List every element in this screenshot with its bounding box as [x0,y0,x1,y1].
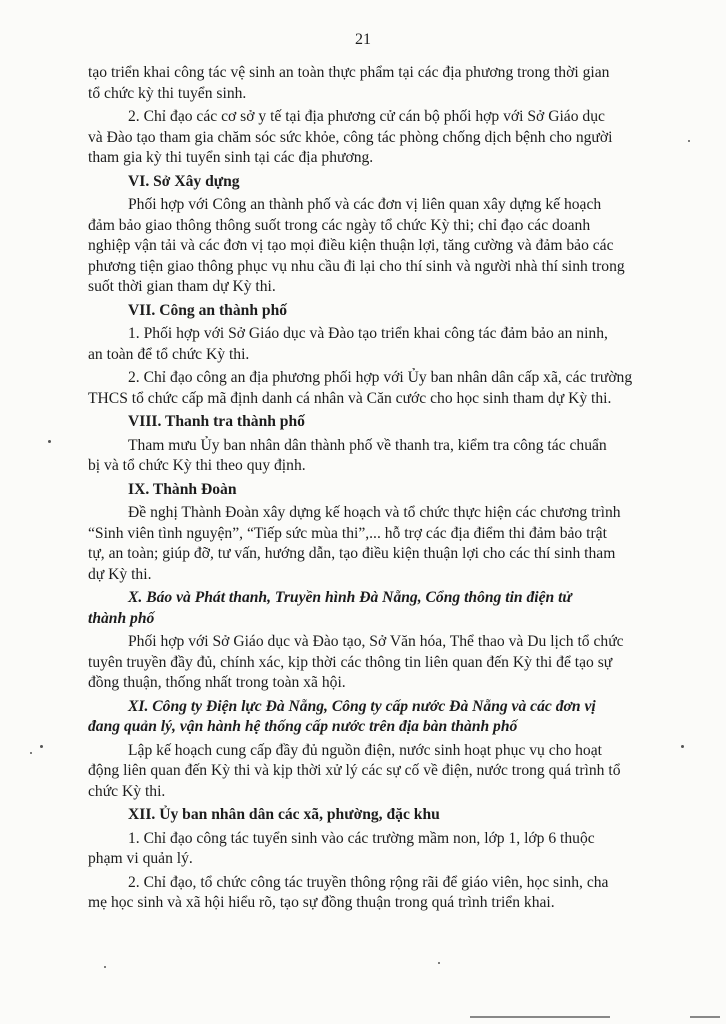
text-line: nghiệp vận tải và các đơn vị tạo mọi điều kiện thuận lợi, tăng cường và đảm bảo các [88,237,614,254]
scan-speck [48,440,51,443]
paragraph [88,436,670,477]
text-line: X. Báo và Phát thanh, Truyền hình Đà Nẵng, Cổng thông tin điện tử [128,589,572,606]
text-line: an toàn để tổ chức Kỳ thi. [88,345,250,363]
text-line: động liên quan đến Kỳ thi và kịp thời xử lý các sự cố về điện, nước trong quá trình tổ [88,762,621,779]
text-line: mẹ học sinh và xã hội hiểu rõ, tạo sự đồng thuận trong quá trình triển khai. [88,894,555,911]
text-line: tham gia kỳ thi tuyển sinh tại các địa phương. [88,149,374,166]
scan-edge-line [690,1016,720,1018]
text-line: chức Kỳ thi. [88,782,166,800]
text-line: phạm vi quản lý. [88,850,193,867]
page-number: 21 [355,31,371,48]
text-line: và Đào tạo tham gia chăm sóc sức khỏe, công tác phòng chống dịch bệnh cho người [88,128,613,146]
scan-speck [40,745,43,748]
text-line: VIII. Thanh tra thành phố [128,413,305,430]
paragraph [88,829,670,870]
text-line: Tham mưu Ủy ban nhân dân thành phố về thanh tra, kiểm tra công tác chuẩn [128,436,607,454]
text-line: đang quản lý, vận hành hệ thống cấp nước trên địa bàn thành phố [88,718,518,735]
document-body [88,63,670,917]
section-heading [88,588,670,629]
paragraph [88,107,670,169]
text-line: VII. Công an thành phố [128,301,288,319]
section-heading [88,805,670,826]
text-line: 2. Chỉ đạo công an địa phương phối hợp với Ủy ban nhân dân cấp xã, các trường [128,369,633,386]
text-line: đảm bảo giao thông thông suốt trong các ngày tổ chức Kỳ thi; chỉ đạo các doanh [88,216,591,234]
paragraph [88,324,670,365]
paragraph [88,63,670,104]
paragraph [88,503,670,585]
section-heading [88,480,670,501]
text-line: THCS tổ chức cấp mã định danh cá nhân và Căn cước cho học sinh tham dự Kỳ thi. [88,389,612,407]
paragraph [88,195,670,298]
section-heading [88,697,670,738]
text-line: bị và tổ chức Kỳ thi theo quy định. [88,457,306,474]
text-line: Đề nghị Thành Đoàn xây dựng kế hoạch và tổ chức thực hiện các chương trình [128,504,621,521]
text-line: VI. Sở Xây dựng [128,172,240,190]
text-line: thành phố [88,609,155,627]
scan-speck [688,140,690,142]
text-line: 1. Chỉ đạo công tác tuyển sinh vào các trường mầm non, lớp 1, lớp 6 thuộc [128,829,595,847]
paragraph [88,632,670,694]
paragraph [88,873,670,914]
text-line: 1. Phối hợp với Sở Giáo dục và Đào tạo triển khai công tác đảm bảo an ninh, [128,325,608,342]
scan-speck [681,745,684,748]
text-line: IX. Thành Đoàn [128,480,237,498]
text-line: tuyên truyền đầy đủ, chính xác, kịp thời các thông tin liên quan đến Kỳ thi để tạo sự [88,653,613,671]
scan-edge-line [470,1016,610,1018]
text-line: 2. Chỉ đạo, tổ chức công tác truyền thông rộng rãi để giáo viên, học sinh, cha [128,873,609,891]
text-line: Phối hợp với Công an thành phố và các đơn vị liên quan xây dựng kế hoạch [128,196,602,213]
scan-speck [104,966,106,968]
text-line: suốt thời gian tham dự Kỳ thi. [88,278,276,295]
section-heading [88,172,670,193]
text-line: đồng thuận, thống nhất trong toàn xã hội. [88,674,346,691]
scan-speck [30,752,32,754]
text-line: Lập kế hoạch cung cấp đầy đủ nguồn điện, nước sinh hoạt phục vụ cho hoạt [128,741,602,759]
text-line: phương tiện giao thông phục vụ nhu cầu đi lại cho thí sinh và người nhà thí sinh trong [88,257,625,275]
text-line: dự Kỳ thi. [88,565,152,583]
paragraph [88,741,670,803]
section-heading [88,412,670,433]
paragraph [88,368,670,409]
text-line: tổ chức kỳ thi tuyển sinh. [88,84,247,102]
text-line: “Sinh viên tình nguyện”, “Tiếp sức mùa thi”,... hỗ trợ các địa điểm thi đảm bảo trật [88,524,607,542]
text-line: 2. Chỉ đạo các cơ sở y tế tại địa phương cử cán bộ phối hợp với Sở Giáo dục [128,108,605,125]
text-line: XI. Công ty Điện lực Đà Nẵng, Công ty cấp nước Đà Nẵng và các đơn vị [128,697,596,715]
text-line: Phối hợp với Sở Giáo dục và Đào tạo, Sở Văn hóa, Thể thao và Du lịch tổ chức [128,633,624,650]
text-line: XII. Ủy ban nhân dân các xã, phường, đặc khu [128,806,440,823]
section-heading [88,301,670,322]
scan-speck [438,962,440,964]
text-line: tự, an toàn; giúp đỡ, tư vấn, hướng dẫn, tạo điều kiện thuận lợi cho các thí sinh tham [88,545,616,562]
text-line: tạo triển khai công tác vệ sinh an toàn thực phẩm tại các địa phương trong thời gian [88,64,610,81]
